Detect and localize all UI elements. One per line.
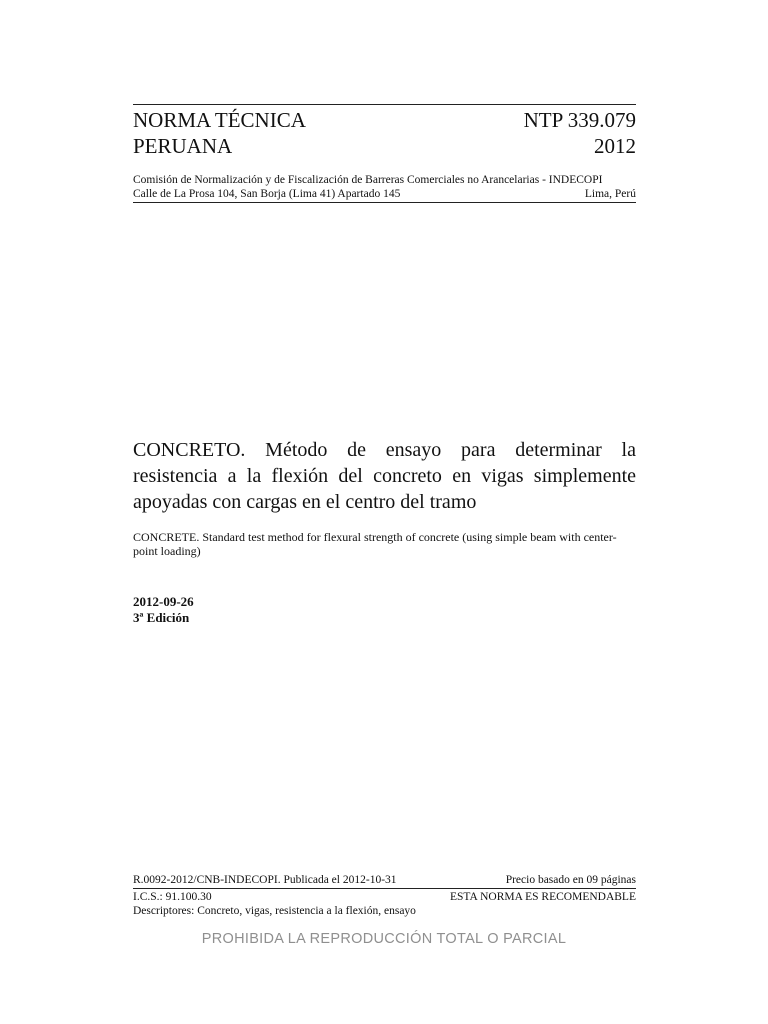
org-city: Lima, Perú <box>584 188 636 200</box>
edition-date: 2012-09-26 <box>133 594 194 609</box>
norm-code: NTP 339.079 <box>523 108 636 132</box>
reproduction-notice: PROHIBIDA LA REPRODUCCIÓN TOTAL O PARCIAL <box>201 931 567 947</box>
document-title: CONCRETO. Método de ensayo para determinar la resistencia a la flexión del concreto en vigas simplemente apoyadas con cargas en el centro del tramo <box>133 439 636 513</box>
edition-block <box>133 594 194 626</box>
org-name: Comisión de Normalización y de Fiscalización de Barreras Comerciales no Arancelarias - INDECOPI <box>133 174 603 186</box>
norm-type-line2: PERUANA <box>133 134 233 158</box>
descriptors-text: Descriptores: Concreto, vigas, resistencia a la flexión, ensayo <box>133 905 416 917</box>
header-row-1 <box>133 107 636 133</box>
ics-code: I.C.S.: 91.100.30 <box>133 891 212 903</box>
footer-row-2 <box>133 890 636 904</box>
org-address-row <box>133 187 636 201</box>
header-bottom-rule <box>133 202 636 203</box>
footer-row-1 <box>133 873 636 887</box>
top-rule <box>133 104 636 105</box>
resolution-text: R.0092-2012/CNB-INDECOPI. Publicada el 2012-10-31 <box>133 874 397 886</box>
english-title: CONCRETE. Standard test method for flexural strength of concrete (using simple beam with center-point loading) <box>133 530 617 558</box>
price-text: Precio basado en 09 páginas <box>505 874 636 886</box>
footer-rule <box>133 888 636 889</box>
recommendation-text: ESTA NORMA ES RECOMENDABLE <box>450 891 636 903</box>
norm-type-line1: NORMA TÉCNICA <box>133 108 306 132</box>
org-address: Calle de La Prosa 104, San Borja (Lima 41) Apartado 145 <box>133 188 401 200</box>
norm-year: 2012 <box>594 134 636 158</box>
org-line <box>133 173 636 187</box>
edition-label: 3ª Edición <box>133 610 190 625</box>
footer-row-3 <box>133 904 636 918</box>
header-row-2 <box>133 133 636 159</box>
